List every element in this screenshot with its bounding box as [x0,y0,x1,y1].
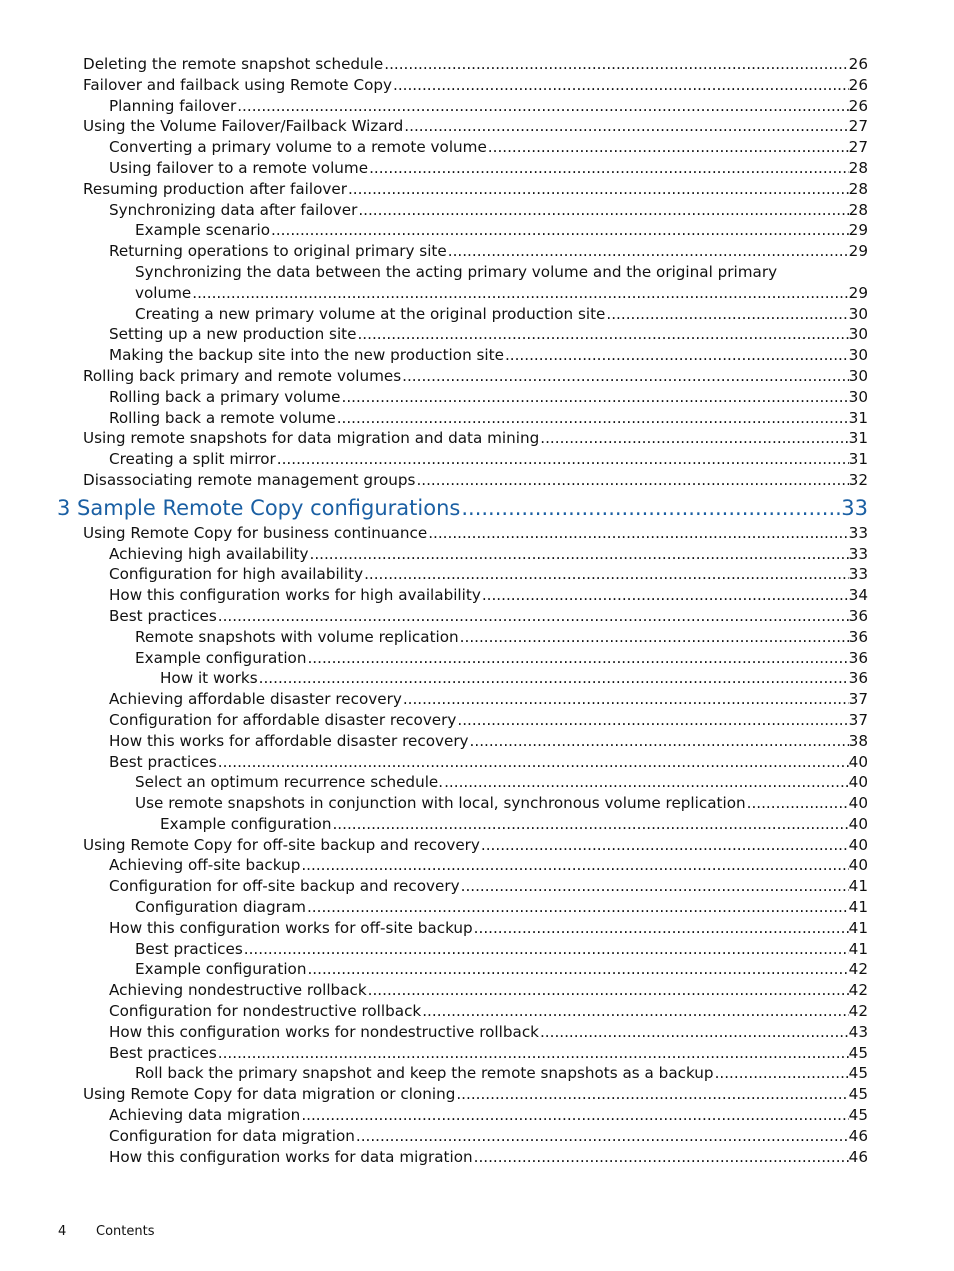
dot-leader [367,980,849,1001]
toc-entry-title: Configuration for off-site backup and recovery [109,877,460,896]
toc-entry-title: Using failover to a remote volume [109,158,369,177]
toc-entry[interactable] [135,793,868,814]
toc-entry[interactable] [109,137,868,158]
toc-entry-page-number: 28 [848,179,868,198]
dot-leader [357,200,848,221]
dot-leader [383,54,848,75]
toc-entry[interactable] [135,1063,868,1084]
toc-entry-title: Using Remote Copy for business continuance [83,523,428,542]
dot-leader [447,241,849,262]
toc-entry-page-number: 29 [848,283,868,302]
toc-entry-page-number: 36 [848,627,868,646]
toc-entry[interactable] [109,1147,868,1168]
toc-entry-page-number: 41 [848,939,868,958]
toc-entry-page-number: 30 [848,304,868,323]
dot-leader [341,387,849,408]
toc-entry-page-number: 38 [848,731,868,750]
dot-leader [243,939,849,960]
toc-entry[interactable] [83,116,868,137]
toc-entry-title: How this configuration works for off-site backup [109,918,473,937]
dot-leader [191,283,848,304]
toc-entry-page-number: 42 [848,960,868,979]
toc-entry[interactable] [109,980,868,1001]
toc-entry-page-number: 40 [848,814,868,833]
toc-entry-title: Configuration for nondestructive rollback [109,1002,422,1021]
toc-entry-title: Creating a new primary volume at the original production site [135,304,606,323]
toc-entry[interactable] [135,772,868,793]
toc-entry-page-number: 26 [848,55,868,73]
dot-leader [306,897,849,918]
toc-entry[interactable] [135,304,868,325]
dot-leader [217,1043,849,1064]
toc-entry-title: Using the Volume Failover/Failback Wizard [83,117,404,136]
dot-leader [746,793,849,814]
toc-entry[interactable] [135,220,868,241]
toc-entry-title: Rolling back primary and remote volumes [83,366,402,385]
dot-leader [356,324,848,345]
toc-entry-page-number: 36 [848,669,868,688]
toc-entry[interactable] [135,283,868,304]
dot-leader [480,835,849,856]
toc-entry-title: Achieving nondestructive rollback [109,981,367,1000]
toc-entry[interactable] [109,449,868,470]
toc-entry-page-number: 32 [848,470,868,489]
dot-leader [473,1147,849,1168]
toc-entry[interactable] [83,366,868,387]
toc-entry[interactable] [83,523,868,544]
toc-entry-page-number: 26 [848,75,868,94]
toc-entry-page-number: 37 [848,690,868,709]
toc-entry-page-number: 46 [848,1126,868,1145]
toc-entry-page-number: 41 [848,918,868,937]
toc-entry-page-number: 31 [848,429,868,448]
toc-entry-title: Deleting the remote snapshot schedule [83,55,384,73]
toc-entry[interactable] [160,814,868,835]
toc-entry-page-number: 40 [848,856,868,875]
toc-entry[interactable] [109,387,868,408]
dot-leader [421,1001,848,1022]
toc-entry-title: Configuration diagram [135,898,306,917]
toc-entry-title: Example configuration [160,814,332,833]
toc-entry[interactable] [109,241,868,262]
toc-entry-title: Synchronizing data after failover [109,200,358,219]
dot-leader [459,627,849,648]
toc-entry-title: How it works [160,669,258,688]
toc-entry[interactable] [109,876,868,897]
toc-entry-title: Returning operations to original primary site [109,242,447,261]
toc-entry-title: Configuration for high availability [109,565,364,584]
toc-entry-title: How this configuration works for high availability [109,586,481,605]
toc-entry[interactable] [109,689,868,710]
dot-leader [306,648,848,669]
dot-leader [306,959,848,980]
toc-entry[interactable] [109,408,868,429]
toc-entry[interactable] [135,897,868,918]
toc-entry[interactable] [109,855,868,876]
toc-entry-page-number: 42 [848,981,868,1000]
toc-entry-title: How this works for affordable disaster recovery [109,731,469,750]
toc-entry[interactable] [109,1126,868,1147]
toc-entry[interactable] [83,470,868,491]
toc-entry-page-number: 26 [848,96,868,115]
toc-entry-title: How this configuration works for nondestructive rollback [109,1022,539,1041]
toc-entry-title: Best practices [109,752,217,771]
toc-entry-title: Achieving data migration [109,1106,301,1125]
dot-leader [331,814,848,835]
toc-entry-page-number: 28 [848,200,868,219]
toc-entry-page-number: 46 [848,1147,868,1166]
dot-leader [401,366,849,387]
toc-entry-title: Configuration for affordable disaster recovery [109,710,457,729]
toc-entry-title: Using Remote Copy for data migration or cloning [83,1085,456,1104]
dot-leader [309,544,849,565]
dot-leader [460,493,841,523]
toc-entry[interactable] [109,1022,868,1043]
toc-entry-page-number: 30 [848,346,868,365]
toc-entry[interactable] [83,1084,868,1105]
toc-entry-title: Setting up a new production site [109,325,357,344]
toc-entry-title: Achieving high availability [109,544,309,563]
dot-leader [460,876,849,897]
toc-entry-page-number: 45 [848,1043,868,1062]
dot-leader [392,75,849,96]
toc-entry-wrapped[interactable] [135,262,868,304]
toc-entry-title: Converting a primary volume to a remote volume [109,138,487,157]
toc-entry[interactable] [109,564,868,585]
toc-entry[interactable] [109,1043,868,1064]
toc-entry-page-number: 45 [848,1085,868,1104]
toc-entry-title: Making the backup site into the new production site [109,346,504,365]
dot-leader [217,606,849,627]
toc-entry[interactable] [135,627,868,648]
dot-leader [714,1063,849,1084]
toc-entry[interactable] [109,1105,868,1126]
toc-entry[interactable] [135,959,868,980]
dot-leader [300,1105,848,1126]
dot-leader [258,668,849,689]
toc-entry-page-number: 41 [848,898,868,917]
page-footer [58,1223,154,1241]
toc-entry[interactable] [109,710,868,731]
toc-entry-title: Remote snapshots with volume replication [135,627,459,646]
toc-entry-page-number: 34 [848,586,868,605]
toc-entry-page-number: 40 [848,752,868,771]
dot-leader [402,689,849,710]
toc-entry[interactable] [109,752,868,773]
dot-leader [355,1126,849,1147]
footer-section-label: Contents [96,1224,155,1239]
dot-leader [236,96,848,117]
dot-leader [456,710,848,731]
toc-entry-title: Using remote snapshots for data migration and data mining [83,429,540,448]
toc-entry-page-number: 27 [848,117,868,136]
toc-entry-title: Planning failover [109,96,237,115]
toc-entry-title: volume [135,283,192,302]
toc-entry[interactable] [109,324,868,345]
toc-entry-page-number: 43 [848,1022,868,1041]
dot-leader [336,408,849,429]
dot-leader [443,772,849,793]
toc-entry-page-number: 33 [848,523,868,542]
toc-entry-page-number: 27 [848,138,868,157]
toc-entry[interactable] [109,200,868,221]
toc-entry[interactable] [135,939,868,960]
toc-entry[interactable] [109,345,868,366]
toc-entry[interactable] [83,428,868,449]
toc-entry-page-number: 42 [848,1002,868,1021]
toc-entry-page-number: 45 [848,1106,868,1125]
toc-entry-title: Creating a split mirror [109,450,276,469]
toc-entry-page-number: 28 [848,158,868,177]
dot-leader [276,449,849,470]
toc-entry[interactable] [109,731,868,752]
toc-entry-page-number: 36 [848,606,868,625]
toc-entry[interactable] [109,606,868,627]
toc-entry-title: Rolling back a primary volume [109,387,341,406]
dot-leader [504,345,849,366]
toc-entry[interactable] [109,158,868,179]
toc-entry-page-number: 36 [848,648,868,667]
toc-entry-page-number: 41 [848,877,868,896]
toc-entry-page-number: 29 [848,221,868,240]
toc-entry-title: Configuration for data migration [109,1126,355,1145]
dot-leader [415,470,848,491]
toc-entry[interactable] [160,668,868,689]
toc-entry-page-number: 40 [848,794,868,813]
dot-leader [605,304,848,325]
toc-entry-title: Example scenario [135,221,271,240]
toc-entry-title: Roll back the primary snapshot and keep the remote snapshots as a backup [135,1064,714,1083]
toc-entry[interactable] [109,918,868,939]
toc-entry[interactable] [83,54,868,75]
toc-entry-page-number: 37 [848,710,868,729]
toc-entry[interactable] [83,75,868,96]
dot-leader [368,158,849,179]
toc-entry-title: Best practices [109,1043,217,1062]
dot-leader [363,564,849,585]
dot-leader [427,523,848,544]
dot-leader [539,428,848,449]
toc-entry-title: How this configuration works for data migration [109,1147,473,1166]
toc-entry-title: Failover and failback using Remote Copy [83,75,392,94]
toc-entry-title: 3 Sample Remote Copy configurations [57,495,461,520]
toc-entry[interactable] [135,648,868,669]
toc-entry-title: Select an optimum recurrence schedule. [135,773,444,792]
toc-entry-title-line1: Synchronizing the data between the acting primary volume and the original primary [135,262,778,281]
dot-leader [455,1084,848,1105]
toc-entry-title: Rolling back a remote volume [109,408,336,427]
toc-entry-title: Achieving affordable disaster recovery [109,690,402,709]
dot-leader [469,731,849,752]
toc-entry-page-number: 30 [848,366,868,385]
toc-entry-title: Achieving off-site backup [109,856,301,875]
toc-entry[interactable] [109,544,868,565]
toc-entry-page-number: 33 [841,495,868,520]
toc-entry[interactable] [109,585,868,606]
dot-leader [300,855,848,876]
table-of-contents [0,54,954,1167]
toc-entry-page-number: 33 [848,544,868,563]
dot-leader [403,116,848,137]
dot-leader [481,585,849,606]
dot-leader [539,1022,849,1043]
dot-leader [473,918,849,939]
toc-entry-title: Example configuration [135,648,307,667]
toc-entry-page-number: 33 [848,565,868,584]
toc-entry-title: Resuming production after failover [83,179,347,198]
toc-entry-title: Disassociating remote management groups [83,470,416,489]
toc-entry-title: Using Remote Copy for off-site backup and recovery [83,835,480,854]
toc-entry-page-number: 31 [848,450,868,469]
toc-entry[interactable] [109,1001,868,1022]
dot-leader [487,137,849,158]
dot-leader [347,179,849,200]
toc-entry-title: Use remote snapshots in conjunction with local, synchronous volume replication [135,794,746,813]
toc-entry[interactable] [83,835,868,856]
toc-entry-page-number: 30 [848,325,868,344]
toc-entry-title: Best practices [135,939,243,958]
toc-chapter-entry[interactable] [57,493,868,523]
toc-entry-page-number: 31 [848,408,868,427]
footer-page-number: 4 [58,1224,67,1239]
toc-entry-page-number: 30 [848,387,868,406]
toc-entry-page-number: 45 [848,1064,868,1083]
toc-entry-page-number: 40 [848,773,868,792]
toc-entry-title: Example configuration [135,960,307,979]
dot-leader [270,220,849,241]
toc-entry[interactable] [83,179,868,200]
toc-entry[interactable] [109,96,868,117]
toc-entry-title: Best practices [109,606,217,625]
dot-leader [217,752,849,773]
toc-entry-page-number: 40 [848,835,868,854]
toc-entry-page-number: 29 [848,242,868,261]
